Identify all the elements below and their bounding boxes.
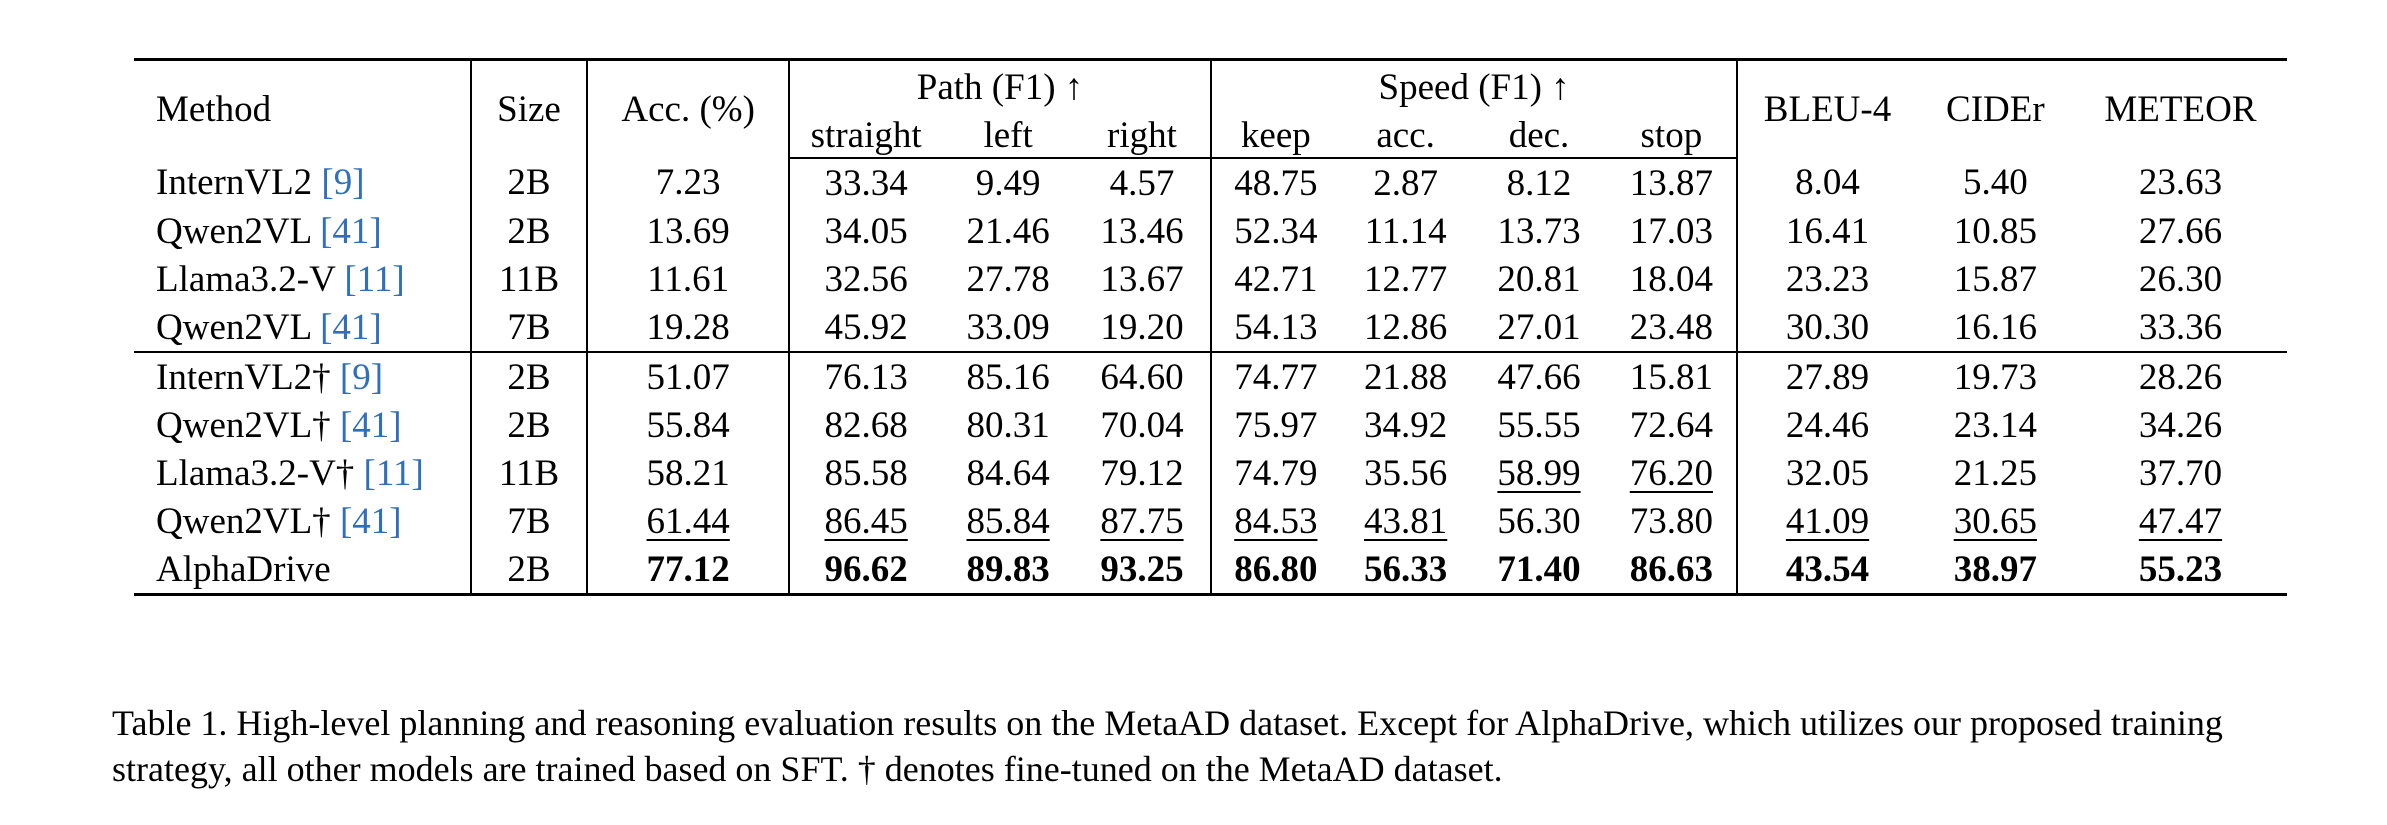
cell-keep: [1211, 158, 1340, 207]
cell-value: 41.09: [1785, 500, 1870, 542]
cell-value: 27.89: [1785, 356, 1870, 398]
cell-value: 37.70: [2138, 452, 2223, 494]
cell-stop: [1606, 158, 1737, 207]
method-name: InternVL2†: [156, 356, 340, 398]
cell-acc: [587, 401, 789, 449]
cell-value: 21.88: [1364, 356, 1448, 398]
method-name: InternVL2: [156, 162, 322, 203]
cell-value: 21.46: [966, 210, 1050, 252]
cell-left: [942, 449, 1074, 497]
cell-meteor: [2074, 207, 2287, 255]
cell-value: 52.34: [1234, 210, 1318, 252]
cell-right: [1074, 497, 1211, 545]
cell-value: 33.09: [966, 306, 1050, 348]
cell-value: 75.97: [1234, 404, 1318, 446]
cell-acc2: [1340, 255, 1472, 303]
cell-value: 85.84: [966, 500, 1050, 542]
cell-value: 2B: [507, 162, 551, 203]
cell-value: 56.33: [1364, 548, 1448, 590]
cell-straight: [789, 401, 942, 449]
cell-value: 79.12: [1100, 452, 1184, 494]
cell-value: 84.53: [1234, 500, 1318, 542]
cell-value: 74.79: [1234, 452, 1318, 494]
cell-value: 7.23: [655, 162, 721, 203]
cell-value: 82.68: [824, 404, 908, 446]
cell-value: 32.05: [1785, 452, 1870, 494]
cell-meteor: [2074, 545, 2287, 595]
table-row: [134, 352, 2287, 401]
cell-right: [1074, 207, 1211, 255]
method-cell: [134, 352, 471, 401]
method-cell: [134, 401, 471, 449]
cell-value: 45.92: [824, 306, 908, 348]
cell-value: 13.73: [1497, 210, 1581, 252]
cell-cider: [1917, 401, 2074, 449]
cell-keep: [1211, 449, 1340, 497]
cell-straight: [789, 497, 942, 545]
cell-right: [1074, 303, 1211, 352]
header-speed-group: Speed (F1) ↑: [1211, 60, 1737, 110]
cell-value: 43.54: [1785, 548, 1870, 590]
header-decel: dec.: [1472, 109, 1607, 158]
cell-size: [471, 449, 588, 497]
cell-acc: [587, 449, 789, 497]
cell-acc: [587, 255, 789, 303]
cell-value: 15.87: [1953, 258, 2037, 300]
cell-left: [942, 158, 1074, 207]
cell-value: 11.61: [647, 258, 730, 300]
cell-dec: [1472, 545, 1607, 595]
cell-value: 19.28: [646, 306, 730, 348]
cell-value: 54.13: [1234, 306, 1318, 348]
header-size: Size: [471, 60, 588, 159]
cell-size: [471, 158, 588, 207]
method-cell: [134, 449, 471, 497]
cell-value: 85.58: [824, 452, 908, 494]
cell-value: 89.83: [966, 548, 1050, 590]
method-cell: [134, 158, 471, 207]
cell-left: [942, 401, 1074, 449]
cell-value: 13.69: [646, 210, 730, 252]
citation-link[interactable]: [9]: [339, 356, 384, 398]
cell-value: 80.31: [966, 404, 1050, 446]
cell-dec: [1472, 158, 1607, 207]
cell-right: [1074, 352, 1211, 401]
cell-keep: [1211, 545, 1340, 595]
table-row: [134, 401, 2287, 449]
cell-keep: [1211, 207, 1340, 255]
cell-value: 72.64: [1629, 404, 1713, 446]
method-cell: [134, 545, 471, 595]
cell-stop: [1606, 303, 1737, 352]
cell-value: 74.77: [1234, 356, 1318, 398]
cell-value: 12.77: [1364, 258, 1448, 300]
cell-value: 35.56: [1364, 452, 1448, 494]
cell-bleu: [1737, 303, 1916, 352]
cell-value: 32.56: [824, 258, 908, 300]
cell-straight: [789, 449, 942, 497]
cell-keep: [1211, 401, 1340, 449]
cell-cider: [1917, 449, 2074, 497]
table-row: [134, 545, 2287, 595]
cell-cider: [1917, 352, 2074, 401]
cell-value: 5.40: [1962, 162, 2028, 203]
cell-value: 27.66: [2138, 210, 2223, 252]
cell-value: 38.97: [1953, 548, 2037, 590]
cell-left: [942, 303, 1074, 352]
cell-value: 58.21: [646, 452, 730, 494]
cell-bleu: [1737, 207, 1916, 255]
cell-value: 21.25: [1953, 452, 2037, 494]
cell-acc2: [1340, 158, 1472, 207]
cell-value: 76.13: [824, 356, 908, 398]
cell-value: 11.14: [1364, 210, 1447, 252]
cell-meteor: [2074, 497, 2287, 545]
cell-acc2: [1340, 401, 1472, 449]
cell-value: 10.85: [1953, 210, 2037, 252]
cell-acc2: [1340, 352, 1472, 401]
cell-value: 55.55: [1497, 404, 1581, 446]
cell-value: 19.20: [1100, 306, 1184, 348]
cell-value: 51.07: [646, 356, 730, 398]
cell-cider: [1917, 545, 2074, 595]
cell-value: 11B: [498, 452, 560, 494]
cell-value: 33.36: [2138, 306, 2223, 348]
cell-left: [942, 497, 1074, 545]
cell-value: 15.81: [1629, 356, 1713, 398]
cell-value: 9.49: [975, 162, 1041, 204]
cell-size: [471, 207, 588, 255]
method-cell: [134, 303, 471, 352]
cell-keep: [1211, 255, 1340, 303]
cell-value: 23.63: [2138, 162, 2223, 203]
header-cider: CIDEr: [1917, 60, 2074, 159]
table-row: [134, 449, 2287, 497]
cell-value: 93.25: [1100, 548, 1184, 590]
citation-link[interactable]: [9]: [321, 162, 365, 203]
header-meteor: METEOR: [2074, 60, 2287, 159]
cell-value: 34.05: [824, 210, 908, 252]
cell-left: [942, 352, 1074, 401]
cell-dec: [1472, 255, 1607, 303]
cell-value: 84.64: [966, 452, 1050, 494]
cell-value: 71.40: [1497, 548, 1581, 590]
cell-value: 20.81: [1497, 258, 1581, 300]
header-bleu4: BLEU-4: [1737, 60, 1916, 159]
cell-value: 48.75: [1234, 162, 1318, 204]
table-row: [134, 255, 2287, 303]
cell-stop: [1606, 207, 1737, 255]
cell-straight: [789, 255, 942, 303]
cell-value: 7B: [507, 306, 551, 348]
cell-dec: [1472, 449, 1607, 497]
cell-value: 73.80: [1629, 500, 1713, 542]
cell-value: 87.75: [1100, 500, 1184, 542]
cell-value: 55.84: [646, 404, 730, 446]
citation-link[interactable]: [41]: [339, 404, 402, 446]
cell-left: [942, 545, 1074, 595]
cell-acc2: [1340, 449, 1472, 497]
cell-keep: [1211, 303, 1340, 352]
cell-value: 27.78: [966, 258, 1050, 300]
method-name: Qwen2VL†: [156, 404, 340, 446]
cell-meteor: [2074, 401, 2287, 449]
header-left: left: [942, 109, 1074, 158]
cell-dec: [1472, 497, 1607, 545]
cell-value: 56.30: [1497, 500, 1581, 542]
cell-bleu: [1737, 352, 1916, 401]
cell-acc: [587, 352, 789, 401]
cell-value: 18.04: [1629, 258, 1713, 300]
header-stop: stop: [1606, 109, 1737, 158]
cell-right: [1074, 255, 1211, 303]
cell-straight: [789, 303, 942, 352]
header-right: right: [1074, 109, 1211, 158]
cell-value: 58.99: [1497, 452, 1581, 494]
cell-value: 96.62: [824, 548, 908, 590]
header-accel: acc.: [1340, 109, 1472, 158]
cell-value: 47.47: [2138, 500, 2223, 542]
cell-value: 26.30: [2138, 258, 2223, 300]
citation-link[interactable]: [11]: [344, 258, 405, 300]
cell-straight: [789, 352, 942, 401]
cell-value: 86.80: [1234, 548, 1318, 590]
cell-meteor: [2074, 303, 2287, 352]
cell-dec: [1472, 207, 1607, 255]
cell-left: [942, 207, 1074, 255]
cell-value: 34.26: [2138, 404, 2223, 446]
cell-value: 8.12: [1506, 162, 1572, 204]
cell-value: 27.01: [1497, 306, 1581, 348]
method-name: Llama3.2-V†: [156, 452, 364, 494]
cell-bleu: [1737, 158, 1916, 207]
cell-stop: [1606, 352, 1737, 401]
cell-value: 77.12: [646, 548, 730, 590]
cell-value: 13.46: [1100, 210, 1184, 252]
cell-stop: [1606, 255, 1737, 303]
method-name: Qwen2VL: [156, 306, 321, 348]
cell-cider: [1917, 158, 2074, 207]
cell-value: 85.16: [966, 356, 1050, 398]
cell-right: [1074, 401, 1211, 449]
table-row: [134, 207, 2287, 255]
cell-value: 34.92: [1364, 404, 1448, 446]
cell-value: 28.26: [2138, 356, 2223, 398]
cell-acc2: [1340, 207, 1472, 255]
method-cell: [134, 497, 471, 545]
method-name: Llama3.2-V: [156, 258, 345, 300]
cell-value: 7B: [507, 500, 551, 542]
cell-value: 61.44: [646, 500, 730, 542]
cell-right: [1074, 545, 1211, 595]
header-straight: straight: [789, 109, 942, 158]
table-row: [134, 158, 2287, 207]
cell-value: 23.23: [1785, 258, 1870, 300]
cell-meteor: [2074, 158, 2287, 207]
table-caption: Table 1. High-level planning and reasoning evaluation results on the MetaAD dataset. Except for AlphaDrive, which utilizes our proposed training strategy, all other models are trained based on SFT. † denotes fine-tuned on the MetaAD dataset.: [112, 703, 2223, 789]
results-table: [134, 58, 2287, 596]
cell-cider: [1917, 207, 2074, 255]
cell-acc2: [1340, 303, 1472, 352]
cell-value: 30.65: [1953, 500, 2037, 542]
cell-value: 2B: [507, 356, 551, 398]
cell-acc: [587, 158, 789, 207]
cell-size: [471, 401, 588, 449]
cell-size: [471, 352, 588, 401]
cell-cider: [1917, 255, 2074, 303]
cell-acc: [587, 545, 789, 595]
cell-bleu: [1737, 449, 1916, 497]
cell-value: 12.86: [1364, 306, 1448, 348]
cell-value: 2B: [507, 548, 551, 590]
cell-dec: [1472, 352, 1607, 401]
cell-value: 70.04: [1100, 404, 1184, 446]
cell-size: [471, 255, 588, 303]
cell-value: 13.67: [1100, 258, 1184, 300]
cell-value: 33.34: [824, 162, 908, 204]
cell-value: 64.60: [1100, 356, 1184, 398]
cell-value: 86.63: [1629, 548, 1713, 590]
cell-dec: [1472, 401, 1607, 449]
cell-right: [1074, 158, 1211, 207]
cell-acc: [587, 303, 789, 352]
cell-value: 23.48: [1629, 306, 1713, 348]
cell-stop: [1606, 545, 1737, 595]
citation-link[interactable]: [41]: [320, 210, 382, 252]
cell-keep: [1211, 497, 1340, 545]
cell-value: 2B: [507, 210, 551, 252]
cell-bleu: [1737, 545, 1916, 595]
header-path-group: Path (F1) ↑: [789, 60, 1211, 110]
cell-value: 42.71: [1234, 258, 1318, 300]
cell-value: 8.04: [1795, 162, 1860, 203]
citation-link[interactable]: [41]: [339, 500, 402, 542]
table-row: [134, 303, 2287, 352]
table-row: [134, 497, 2287, 545]
cell-stop: [1606, 497, 1737, 545]
header-accuracy: Acc. (%): [587, 60, 789, 159]
header-method: Method: [134, 60, 471, 159]
method-name: AlphaDrive: [156, 548, 331, 590]
cell-left: [942, 255, 1074, 303]
cell-keep: [1211, 352, 1340, 401]
method-cell: [134, 255, 471, 303]
cell-acc2: [1340, 545, 1472, 595]
cell-size: [471, 497, 588, 545]
cell-acc: [587, 207, 789, 255]
citation-link[interactable]: [11]: [363, 452, 424, 494]
cell-straight: [789, 207, 942, 255]
cell-value: 30.30: [1785, 306, 1870, 348]
cell-stop: [1606, 449, 1737, 497]
cell-cider: [1917, 303, 2074, 352]
cell-value: 86.45: [824, 500, 908, 542]
cell-dec: [1472, 303, 1607, 352]
cell-stop: [1606, 401, 1737, 449]
cell-acc2: [1340, 497, 1472, 545]
header-keep: keep: [1211, 109, 1340, 158]
cell-size: [471, 545, 588, 595]
cell-bleu: [1737, 401, 1916, 449]
cell-value: 76.20: [1629, 452, 1713, 494]
cell-meteor: [2074, 449, 2287, 497]
cell-value: 55.23: [2138, 548, 2223, 590]
cell-value: 2B: [507, 404, 551, 446]
citation-link[interactable]: [41]: [320, 306, 382, 348]
cell-value: 24.46: [1785, 404, 1870, 446]
cell-straight: [789, 158, 942, 207]
method-name: Qwen2VL: [156, 210, 321, 252]
cell-value: 16.16: [1953, 306, 2037, 348]
cell-right: [1074, 449, 1211, 497]
cell-meteor: [2074, 255, 2287, 303]
cell-bleu: [1737, 255, 1916, 303]
method-name: Qwen2VL†: [156, 500, 340, 542]
method-cell: [134, 207, 471, 255]
cell-bleu: [1737, 497, 1916, 545]
cell-straight: [789, 545, 942, 595]
cell-value: 19.73: [1953, 356, 2037, 398]
cell-acc: [587, 497, 789, 545]
cell-value: 17.03: [1629, 210, 1713, 252]
cell-value: 13.87: [1629, 162, 1713, 204]
cell-value: 47.66: [1497, 356, 1581, 398]
cell-value: 4.57: [1109, 162, 1175, 204]
cell-size: [471, 303, 588, 352]
cell-value: 43.81: [1364, 500, 1448, 542]
cell-value: 23.14: [1953, 404, 2037, 446]
cell-meteor: [2074, 352, 2287, 401]
cell-cider: [1917, 497, 2074, 545]
cell-value: 2.87: [1373, 162, 1439, 204]
cell-value: 16.41: [1785, 210, 1870, 252]
cell-value: 11B: [498, 258, 560, 300]
